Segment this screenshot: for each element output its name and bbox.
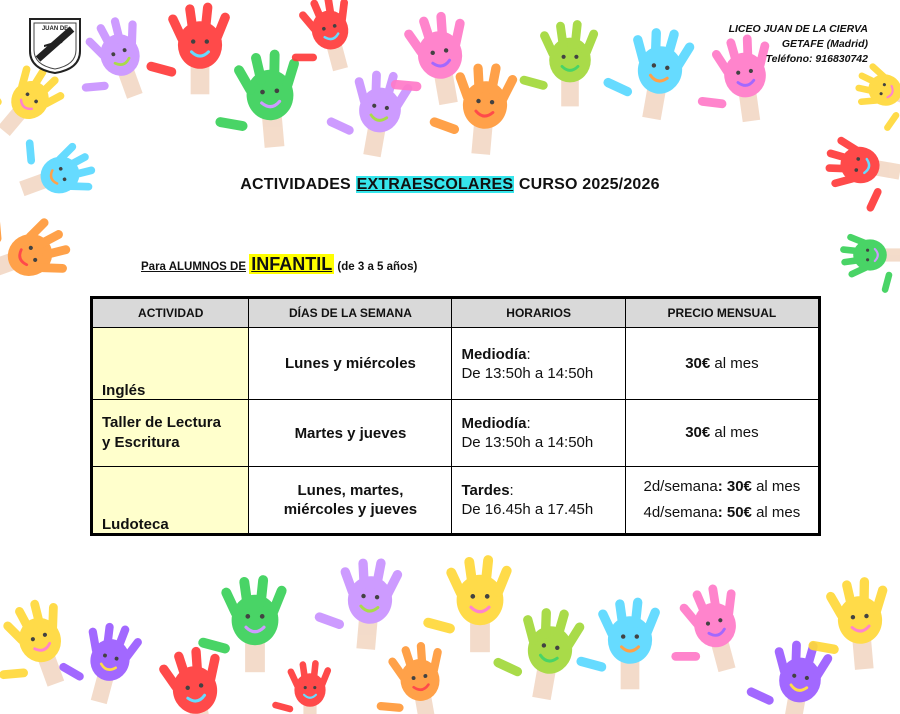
table-row [92, 328, 820, 400]
painted-hand [575, 597, 661, 689]
price-prefix: 4d/semana [643, 504, 718, 521]
school-logo [26, 15, 84, 75]
price-amount: : 30€ [717, 478, 752, 495]
price-amount: 30€ [685, 424, 711, 441]
painted-hand [422, 555, 513, 653]
painted-hand [145, 2, 231, 94]
days-text-line2: miércoles y jueves [283, 501, 418, 518]
activity-name-line2: y Escritura [102, 434, 180, 451]
subtitle-age: (de 3 a 5 años) [337, 261, 418, 273]
school-name: LICEO JUAN DE LA CIERVA [728, 23, 868, 35]
painted-hand [321, 61, 416, 160]
days-text: Martes y jueves [294, 424, 407, 442]
title-part2: CURSO 2025/2026 [514, 176, 660, 193]
days-text-line1: Lunes, martes, [297, 482, 404, 499]
price-cell [625, 467, 819, 535]
price-amount: 30€ [685, 354, 711, 372]
header-price: PRECIO MENSUAL [625, 298, 819, 328]
activity-name-line1: Taller de Lectura [102, 414, 221, 431]
painted-hand [52, 611, 146, 709]
title-highlight: EXTRAESCOLARES [356, 176, 514, 193]
time-label: Mediodía [461, 345, 527, 363]
time-range: De 16.45h a 17.45h [461, 501, 594, 518]
header-activity: ACTIVIDAD [92, 298, 249, 328]
price-suffix: al mes [710, 354, 759, 372]
activity-cell [92, 328, 249, 400]
time-label: Mediodía [461, 415, 527, 432]
price-prefix: 2d/semana [643, 478, 718, 495]
header-hours: HORARIOS [452, 298, 625, 328]
hours-cell: Tardes: De 16.45h a 17.45h [452, 467, 625, 535]
price-suffix: al mes [751, 478, 801, 495]
painted-hand [840, 233, 900, 294]
activity-name: Ludoteca [102, 516, 169, 533]
painted-hand [0, 193, 78, 299]
activity-cell [92, 400, 249, 467]
painted-hand [843, 59, 900, 138]
time-range: De 13:50h a 14:50h [461, 364, 594, 382]
subtitle-highlight: INFANTIL [251, 254, 333, 274]
subtitle [141, 254, 417, 275]
table-row [92, 467, 820, 535]
table-row [92, 400, 820, 467]
subtitle-lead: Para ALUMNOS DE [141, 261, 247, 273]
header-days: DÍAS DE LA SEMANA [249, 298, 452, 328]
school-phone: Teléfono: 916830742 [765, 53, 868, 65]
school-info [729, 22, 868, 67]
hours-cell: Mediodía: De 13:50h a 14:50h [452, 400, 625, 467]
painted-hand [488, 598, 589, 704]
price-cell [625, 400, 819, 467]
days-cell [249, 328, 452, 400]
days-text: Lunes y miércoles [284, 355, 416, 372]
title-part1: ACTIVIDADES [240, 176, 356, 193]
painted-hand [134, 642, 235, 714]
painted-hand [598, 18, 699, 124]
painted-hand [802, 575, 896, 674]
days-cell [249, 467, 452, 535]
activities-table [90, 296, 821, 536]
painted-hand [271, 660, 332, 714]
painted-hand [655, 578, 756, 683]
activity-name: Inglés [102, 382, 146, 399]
painted-hand [519, 20, 600, 107]
time-label: Tardes [461, 482, 510, 499]
painted-hand [0, 592, 84, 701]
price-cell [625, 328, 819, 400]
table-header-row [92, 298, 820, 328]
time-range: De 13:50h a 14:50h [461, 434, 594, 451]
days-cell [249, 400, 452, 467]
page-title [0, 176, 900, 194]
painted-hand [311, 553, 405, 652]
price-amount: : 50€ [717, 504, 752, 521]
svg-text:JUAN DE: JUAN DE [41, 26, 69, 32]
activity-cell [92, 467, 249, 535]
painted-hand [6, 121, 101, 213]
painted-hand [366, 638, 455, 714]
price-suffix: al mes [751, 504, 801, 521]
price-suffix: al mes [710, 424, 759, 441]
painted-hand [817, 134, 900, 217]
hours-cell: Mediodía: De 13:50h a 14:50h [452, 328, 625, 400]
school-city: GETAFE (Madrid) [781, 38, 868, 50]
painted-hand [208, 47, 307, 152]
